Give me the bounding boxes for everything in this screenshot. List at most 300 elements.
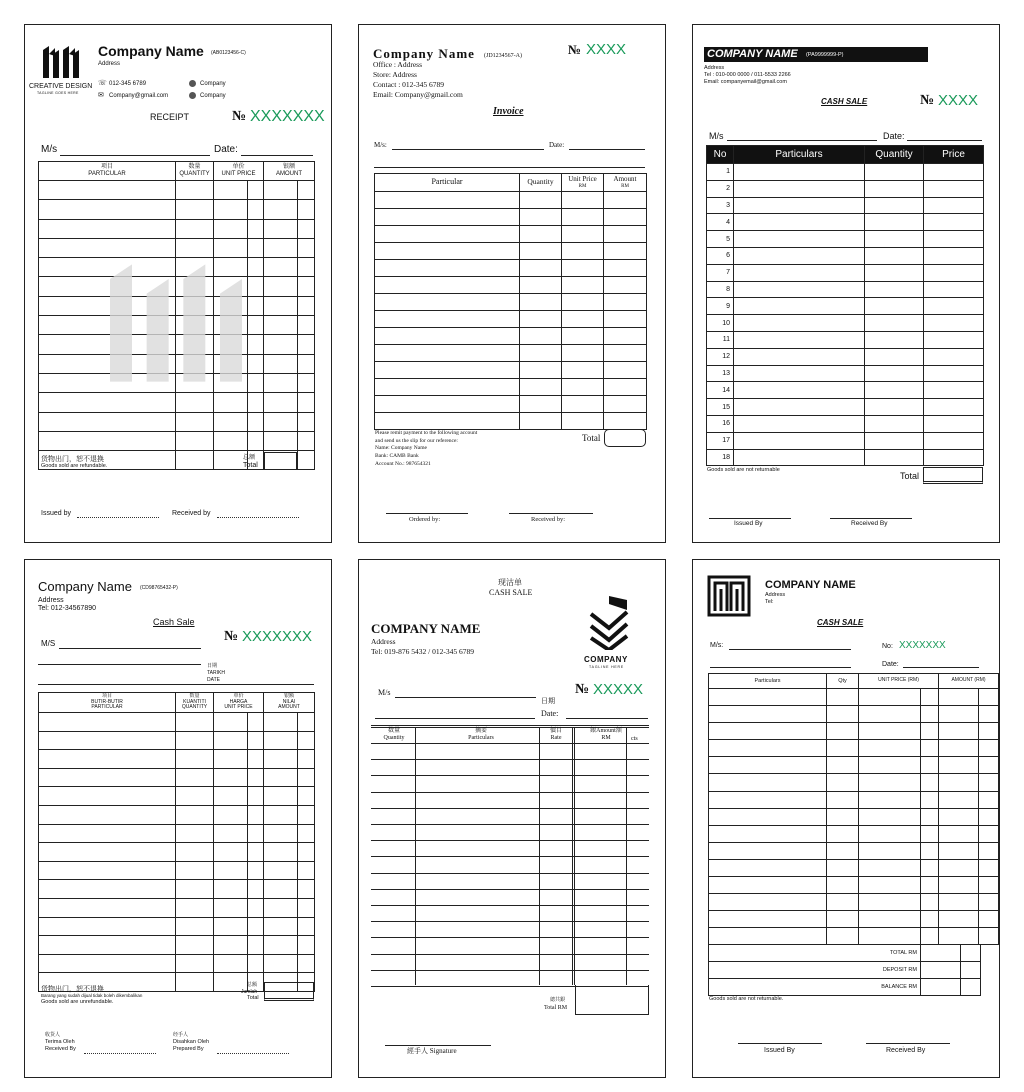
- table-cell[interactable]: [176, 238, 214, 257]
- table-row[interactable]: [709, 808, 999, 825]
- table-cell[interactable]: [865, 449, 924, 466]
- table-cell[interactable]: [939, 894, 979, 911]
- ms-field-line-2[interactable]: [710, 667, 851, 668]
- table-cell[interactable]: [520, 243, 562, 260]
- table-cell[interactable]: [375, 413, 520, 430]
- ms-field-line[interactable]: [59, 648, 201, 649]
- table-row[interactable]: [39, 898, 315, 917]
- table-row[interactable]: [709, 723, 999, 740]
- table-row[interactable]: [707, 180, 984, 197]
- table-row[interactable]: [709, 757, 999, 774]
- table-cell[interactable]: [264, 354, 298, 373]
- table-cell[interactable]: [214, 936, 248, 955]
- table-cell[interactable]: [39, 861, 176, 880]
- date-field-line[interactable]: [241, 155, 313, 156]
- table-cell[interactable]: [248, 181, 264, 200]
- table-cell[interactable]: [176, 917, 214, 936]
- table-row[interactable]: [375, 379, 647, 396]
- table-cell[interactable]: [298, 412, 315, 431]
- table-cell[interactable]: [298, 936, 315, 955]
- table-cell[interactable]: [176, 824, 214, 843]
- table-row[interactable]: [707, 214, 984, 231]
- table-cell[interactable]: [375, 311, 520, 328]
- table-row[interactable]: [707, 298, 984, 315]
- table-cell[interactable]: [709, 877, 827, 894]
- table-cell[interactable]: [604, 277, 647, 294]
- table-cell[interactable]: [734, 348, 865, 365]
- table-cell[interactable]: [248, 880, 264, 899]
- table-cell[interactable]: [298, 787, 315, 806]
- table-cell[interactable]: [248, 936, 264, 955]
- table-cell[interactable]: [827, 877, 859, 894]
- table-row[interactable]: [375, 294, 647, 311]
- table-cell[interactable]: [264, 277, 298, 296]
- table-cell[interactable]: [248, 431, 264, 450]
- table-row[interactable]: [709, 842, 999, 859]
- table-cell[interactable]: [39, 412, 176, 431]
- table-row[interactable]: [39, 713, 315, 732]
- table-cell[interactable]: [520, 260, 562, 277]
- table-cell[interactable]: [865, 281, 924, 298]
- table-cell[interactable]: [859, 877, 921, 894]
- table-cell[interactable]: [921, 894, 939, 911]
- table-cell[interactable]: [214, 861, 248, 880]
- table-cell[interactable]: [264, 713, 298, 732]
- table-cell[interactable]: [248, 238, 264, 257]
- table-cell[interactable]: [924, 399, 984, 416]
- table-cell[interactable]: [921, 689, 939, 706]
- table-row[interactable]: [39, 200, 315, 219]
- table-cell[interactable]: [604, 396, 647, 413]
- table-cell[interactable]: [264, 258, 298, 277]
- table-cell[interactable]: [264, 954, 298, 973]
- table-cell[interactable]: [865, 197, 924, 214]
- table-cell[interactable]: [520, 226, 562, 243]
- table-row[interactable]: [39, 393, 315, 412]
- row-number[interactable]: 8: [707, 281, 734, 298]
- table-cell[interactable]: [520, 294, 562, 311]
- table-cell[interactable]: [709, 894, 827, 911]
- table-cell[interactable]: [298, 954, 315, 973]
- date-field-line[interactable]: [566, 718, 648, 719]
- row-number[interactable]: 5: [707, 231, 734, 248]
- table-cell[interactable]: [921, 842, 939, 859]
- table-cell[interactable]: [709, 842, 827, 859]
- row-number[interactable]: 2: [707, 180, 734, 197]
- table-cell[interactable]: [298, 805, 315, 824]
- table-cell[interactable]: [248, 713, 264, 732]
- table-row[interactable]: [375, 345, 647, 362]
- table-cell[interactable]: [939, 808, 979, 825]
- table-cell[interactable]: [859, 740, 921, 757]
- table-cell[interactable]: [859, 689, 921, 706]
- table-cell[interactable]: [214, 412, 248, 431]
- table-cell[interactable]: [248, 917, 264, 936]
- table-row[interactable]: [709, 825, 999, 842]
- table-cell[interactable]: [709, 689, 827, 706]
- table-cell[interactable]: [520, 396, 562, 413]
- table-cell[interactable]: [298, 354, 315, 373]
- table-cell[interactable]: [248, 787, 264, 806]
- ms-field-line[interactable]: [729, 649, 851, 650]
- ledger-grid[interactable]: [371, 727, 649, 985]
- table-cell[interactable]: [865, 298, 924, 315]
- table-cell[interactable]: [604, 192, 647, 209]
- table-cell[interactable]: [979, 706, 999, 723]
- table-cell[interactable]: [375, 192, 520, 209]
- table-cell[interactable]: [827, 740, 859, 757]
- table-cell[interactable]: [859, 791, 921, 808]
- table-cell[interactable]: [865, 331, 924, 348]
- table-row[interactable]: [707, 164, 984, 181]
- table-row[interactable]: [709, 774, 999, 791]
- table-cell[interactable]: [734, 331, 865, 348]
- table-cell[interactable]: [979, 842, 999, 859]
- table-cell[interactable]: [979, 740, 999, 757]
- table-cell[interactable]: [827, 859, 859, 876]
- table-cell[interactable]: [924, 247, 984, 264]
- table-cell[interactable]: [939, 928, 979, 945]
- table-cell[interactable]: [734, 415, 865, 432]
- table-cell[interactable]: [979, 911, 999, 928]
- table-row[interactable]: [39, 768, 315, 787]
- table-cell[interactable]: [39, 843, 176, 862]
- row-number[interactable]: 7: [707, 264, 734, 281]
- table-cell[interactable]: [298, 258, 315, 277]
- table-cell[interactable]: [979, 928, 999, 945]
- table-cell[interactable]: [709, 928, 827, 945]
- table-cell[interactable]: [827, 808, 859, 825]
- table-cell[interactable]: [298, 277, 315, 296]
- table-row[interactable]: [375, 260, 647, 277]
- table-cell[interactable]: [176, 768, 214, 787]
- table-cell[interactable]: [248, 898, 264, 917]
- table-cell[interactable]: [176, 954, 214, 973]
- table-cell[interactable]: [562, 226, 604, 243]
- table-cell[interactable]: [827, 791, 859, 808]
- table-row[interactable]: [375, 396, 647, 413]
- table-row[interactable]: [709, 706, 999, 723]
- table-row[interactable]: [707, 449, 984, 466]
- table-row[interactable]: [707, 231, 984, 248]
- table-row[interactable]: [39, 824, 315, 843]
- table-cell[interactable]: [827, 706, 859, 723]
- table-cell[interactable]: [924, 231, 984, 248]
- received-by-line[interactable]: [509, 513, 593, 514]
- table-cell[interactable]: [375, 209, 520, 226]
- ms-field-line[interactable]: [60, 155, 210, 156]
- table-cell[interactable]: [264, 431, 298, 450]
- table-cell[interactable]: [562, 192, 604, 209]
- table-cell[interactable]: [562, 294, 604, 311]
- table-cell[interactable]: [264, 296, 298, 315]
- table-cell[interactable]: [939, 740, 979, 757]
- table-cell[interactable]: [865, 365, 924, 382]
- table-cell[interactable]: [264, 393, 298, 412]
- table-cell[interactable]: [859, 774, 921, 791]
- table-cell[interactable]: [827, 689, 859, 706]
- table-cell[interactable]: [39, 750, 176, 769]
- table-cell[interactable]: [39, 787, 176, 806]
- table-cell[interactable]: [264, 936, 298, 955]
- table-cell[interactable]: [176, 181, 214, 200]
- table-cell[interactable]: [709, 723, 827, 740]
- table-cell[interactable]: [214, 731, 248, 750]
- table-cell[interactable]: [924, 197, 984, 214]
- table-cell[interactable]: [709, 825, 827, 842]
- table-cell[interactable]: [298, 451, 315, 470]
- table-row[interactable]: [375, 277, 647, 294]
- table-body[interactable]: [709, 689, 999, 945]
- table-cell[interactable]: [176, 787, 214, 806]
- table-cell[interactable]: [979, 894, 999, 911]
- issued-by-line[interactable]: [77, 517, 159, 518]
- table-cell[interactable]: [709, 757, 827, 774]
- table-cell[interactable]: [264, 824, 298, 843]
- table-cell[interactable]: [176, 973, 214, 992]
- table-cell[interactable]: [39, 713, 176, 732]
- table-cell[interactable]: [924, 449, 984, 466]
- table-cell[interactable]: [734, 264, 865, 281]
- table-cell[interactable]: [176, 731, 214, 750]
- table-cell[interactable]: [734, 180, 865, 197]
- table-cell[interactable]: [264, 768, 298, 787]
- table-cell[interactable]: [979, 808, 999, 825]
- ms-field-line-2[interactable]: [38, 664, 201, 665]
- table-cell[interactable]: [214, 917, 248, 936]
- table-cell[interactable]: [39, 238, 176, 257]
- table-cell[interactable]: [921, 928, 939, 945]
- table-cell[interactable]: [939, 859, 979, 876]
- total-box[interactable]: [604, 429, 646, 447]
- table-row[interactable]: [709, 791, 999, 808]
- table-cell[interactable]: [176, 451, 214, 470]
- table-cell[interactable]: [39, 954, 176, 973]
- table-cell[interactable]: [248, 393, 264, 412]
- table-cell[interactable]: [604, 243, 647, 260]
- table-row[interactable]: [375, 192, 647, 209]
- table-cell[interactable]: [214, 787, 248, 806]
- table-cell[interactable]: [214, 200, 248, 219]
- table-row[interactable]: [375, 328, 647, 345]
- table-cell[interactable]: [604, 260, 647, 277]
- table-cell[interactable]: [375, 362, 520, 379]
- table-cell[interactable]: [865, 247, 924, 264]
- table-cell[interactable]: [562, 209, 604, 226]
- table-cell[interactable]: [734, 197, 865, 214]
- table-cell[interactable]: [264, 238, 298, 257]
- row-number[interactable]: 13: [707, 365, 734, 382]
- table-cell[interactable]: [214, 181, 248, 200]
- table-cell[interactable]: [865, 214, 924, 231]
- table-cell[interactable]: [176, 200, 214, 219]
- table-cell[interactable]: [264, 412, 298, 431]
- table-cell[interactable]: [921, 825, 939, 842]
- table-cell[interactable]: [264, 898, 298, 917]
- table-row[interactable]: [39, 181, 315, 200]
- table-cell[interactable]: [924, 415, 984, 432]
- table-row[interactable]: [707, 197, 984, 214]
- table-cell[interactable]: [562, 362, 604, 379]
- issued-by-line[interactable]: [738, 1043, 822, 1044]
- table-cell[interactable]: [734, 298, 865, 315]
- ms-field-line[interactable]: [395, 697, 536, 698]
- table-row[interactable]: [707, 382, 984, 399]
- row-number[interactable]: 9: [707, 298, 734, 315]
- table-cell[interactable]: [827, 723, 859, 740]
- table-cell[interactable]: [264, 843, 298, 862]
- table-cell[interactable]: [859, 757, 921, 774]
- table-cell[interactable]: [734, 399, 865, 416]
- table-cell[interactable]: [865, 399, 924, 416]
- table-row[interactable]: [707, 281, 984, 298]
- table-cell[interactable]: [734, 281, 865, 298]
- table-cell[interactable]: [520, 328, 562, 345]
- total-box[interactable]: [923, 467, 983, 484]
- table-body[interactable]: [375, 192, 647, 430]
- table-cell[interactable]: [859, 723, 921, 740]
- row-number[interactable]: 14: [707, 382, 734, 399]
- table-cell[interactable]: [248, 412, 264, 431]
- table-cell[interactable]: [375, 277, 520, 294]
- table-row[interactable]: [709, 740, 999, 757]
- table-cell[interactable]: [176, 843, 214, 862]
- table-cell[interactable]: [604, 362, 647, 379]
- table-cell[interactable]: [264, 787, 298, 806]
- table-cell[interactable]: [520, 413, 562, 430]
- table-cell[interactable]: [562, 311, 604, 328]
- table-cell[interactable]: [865, 415, 924, 432]
- table-row[interactable]: [39, 954, 315, 973]
- table-cell[interactable]: [827, 825, 859, 842]
- table-cell[interactable]: [859, 842, 921, 859]
- table-cell[interactable]: [298, 238, 315, 257]
- row-number[interactable]: 3: [707, 197, 734, 214]
- table-cell[interactable]: [865, 432, 924, 449]
- row-number[interactable]: 1: [707, 164, 734, 181]
- table-cell[interactable]: [248, 768, 264, 787]
- table-cell[interactable]: [39, 824, 176, 843]
- table-cell[interactable]: [248, 731, 264, 750]
- table-cell[interactable]: [298, 373, 315, 392]
- table-cell[interactable]: [939, 825, 979, 842]
- table-cell[interactable]: [865, 231, 924, 248]
- table-cell[interactable]: [921, 774, 939, 791]
- table-cell[interactable]: [734, 315, 865, 332]
- table-row[interactable]: [709, 911, 999, 928]
- table-cell[interactable]: [214, 768, 248, 787]
- table-cell[interactable]: [375, 243, 520, 260]
- table-cell[interactable]: [176, 898, 214, 917]
- table-cell[interactable]: [176, 393, 214, 412]
- table-cell[interactable]: [375, 260, 520, 277]
- ms-field-line[interactable]: [392, 149, 544, 150]
- table-cell[interactable]: [709, 911, 827, 928]
- row-number[interactable]: 17: [707, 432, 734, 449]
- table-cell[interactable]: [520, 209, 562, 226]
- table-cell[interactable]: [865, 315, 924, 332]
- date-field-line[interactable]: [569, 149, 645, 150]
- table-cell[interactable]: [214, 750, 248, 769]
- table-cell[interactable]: [176, 412, 214, 431]
- table-cell[interactable]: [214, 238, 248, 257]
- table-cell[interactable]: [298, 335, 315, 354]
- table-cell[interactable]: [176, 713, 214, 732]
- table-row[interactable]: [39, 219, 315, 238]
- table-row[interactable]: [375, 209, 647, 226]
- table-cell[interactable]: [375, 379, 520, 396]
- table-cell[interactable]: [859, 808, 921, 825]
- table-cell[interactable]: [859, 894, 921, 911]
- table-row[interactable]: [39, 805, 315, 824]
- table-row[interactable]: [39, 750, 315, 769]
- table-cell[interactable]: [298, 824, 315, 843]
- table-cell[interactable]: [709, 740, 827, 757]
- table-cell[interactable]: [604, 226, 647, 243]
- table-cell[interactable]: [248, 954, 264, 973]
- table-cell[interactable]: [921, 791, 939, 808]
- date-field-line[interactable]: [38, 684, 314, 685]
- table-cell[interactable]: [979, 791, 999, 808]
- table-cell[interactable]: [734, 365, 865, 382]
- row-number[interactable]: 11: [707, 331, 734, 348]
- table-cell[interactable]: [298, 750, 315, 769]
- table-cell[interactable]: [39, 880, 176, 899]
- table-cell[interactable]: [865, 264, 924, 281]
- table-cell[interactable]: [979, 757, 999, 774]
- table-cell[interactable]: [248, 219, 264, 238]
- table-row[interactable]: [707, 348, 984, 365]
- table-cell[interactable]: [979, 689, 999, 706]
- table-row[interactable]: [39, 731, 315, 750]
- table-cell[interactable]: [264, 805, 298, 824]
- table-cell[interactable]: [604, 209, 647, 226]
- table-cell[interactable]: [939, 757, 979, 774]
- table-cell[interactable]: [39, 898, 176, 917]
- table-cell[interactable]: [939, 706, 979, 723]
- table-cell[interactable]: [214, 713, 248, 732]
- table-cell[interactable]: [298, 843, 315, 862]
- issued-by-line[interactable]: [709, 518, 791, 519]
- table-cell[interactable]: [39, 393, 176, 412]
- table-row[interactable]: [39, 238, 315, 257]
- ordered-by-line[interactable]: [386, 513, 468, 514]
- table-cell[interactable]: [604, 311, 647, 328]
- row-number[interactable]: 15: [707, 399, 734, 416]
- table-cell[interactable]: [248, 824, 264, 843]
- table-row[interactable]: [39, 936, 315, 955]
- table-row[interactable]: [39, 431, 315, 450]
- table-cell[interactable]: [298, 181, 315, 200]
- table-row[interactable]: [375, 226, 647, 243]
- table-cell[interactable]: [924, 264, 984, 281]
- table-row[interactable]: [707, 315, 984, 332]
- table-cell[interactable]: [298, 880, 315, 899]
- table-row[interactable]: [707, 415, 984, 432]
- table-cell[interactable]: [562, 379, 604, 396]
- date-field-line[interactable]: [903, 667, 979, 668]
- table-row[interactable]: [39, 917, 315, 936]
- table-cell[interactable]: [827, 774, 859, 791]
- table-cell[interactable]: [298, 861, 315, 880]
- table-cell[interactable]: [979, 877, 999, 894]
- table-cell[interactable]: [924, 298, 984, 315]
- table-cell[interactable]: [375, 328, 520, 345]
- table-cell[interactable]: [298, 200, 315, 219]
- table-cell[interactable]: [827, 928, 859, 945]
- table-cell[interactable]: [248, 861, 264, 880]
- ms-field-line[interactable]: [727, 140, 877, 141]
